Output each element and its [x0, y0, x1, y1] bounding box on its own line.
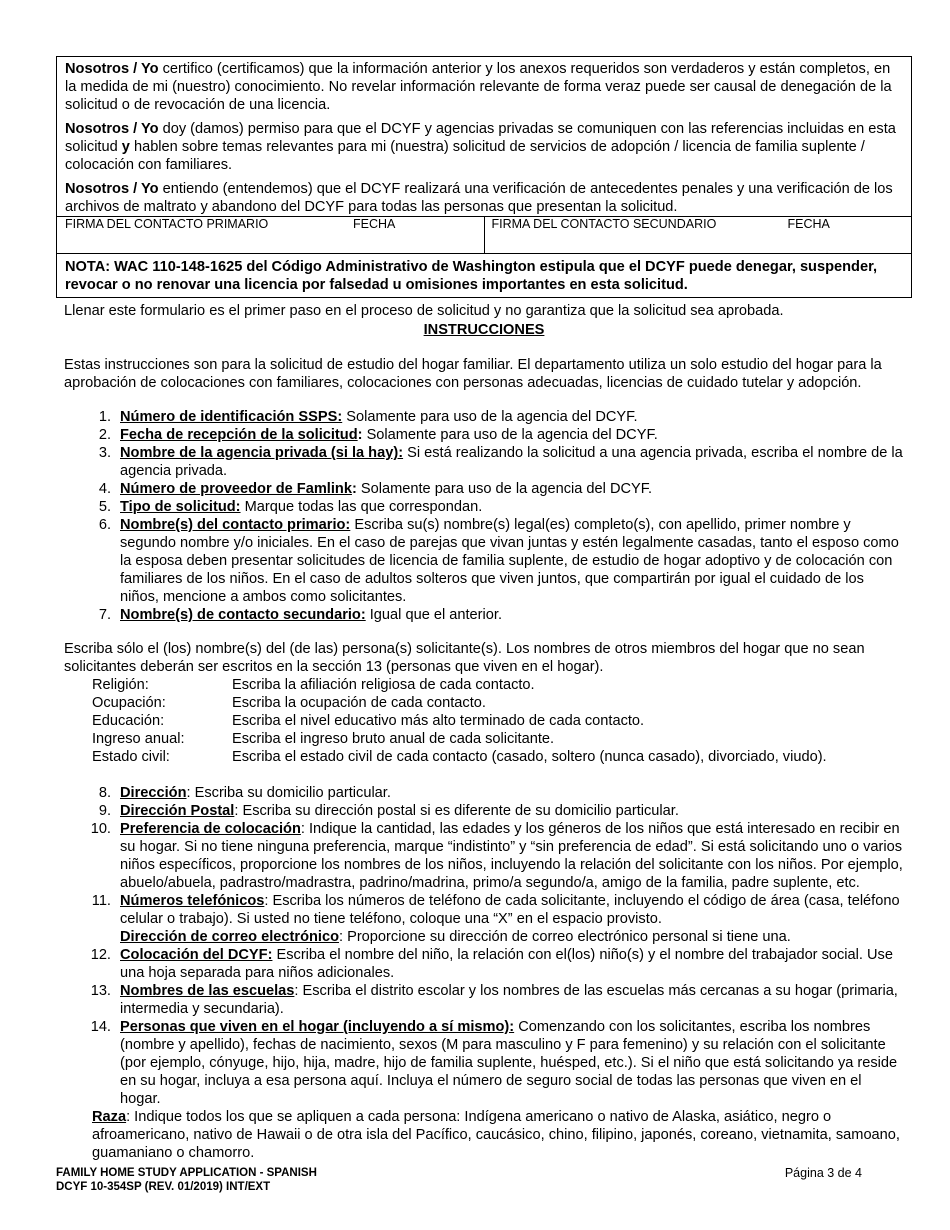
list-item: 8. Dirección: Escriba su domicilio particular.: [98, 785, 391, 801]
list-item: 9. Dirección Postal: Escriba su dirección postal si es diferente de su domicilio particular.: [98, 803, 679, 819]
page-number: Página 3 de 4: [784, 1166, 862, 1180]
cert-subject: Nosotros / Yo: [65, 61, 159, 77]
field-row: Ingreso anual: Escriba el ingreso bruto anual de cada solicitante.: [92, 731, 555, 747]
cert-paragraph-1: [57, 57, 911, 117]
list-item: 14. Personas que viven en el hogar (incluyendo a sí mismo): Comenzando con los solicitantes, escriba los nombres (nombre y apellido), fechas de nacimiento, sexos (M para masculino y F para femenino) y su relación con el solicitante (por ejemplo, cónyuge, hijo, hija, madre, hijo de familia suplente, huésped, etc.). Si el niño que está solicitando ya reside en su hogar, incluya a esa persona aquí. Incluya el número de seguro social de todas las personas que viven en el hogar.: [90, 1019, 898, 1107]
email-subitem: Dirección de correo electrónico: Proporcione su dirección de correo electrónico personal si tiene una.: [120, 929, 791, 945]
list-item: 12. Colocación del DCYF: Escriba el nombre del niño, la relación con el(los) niño(s) y el nombre del trabajador social. Use una hoja separada para niños adicionales.: [90, 947, 893, 981]
form-number: DCYF 10-354SP (REV. 01/2019) INT/EXT: [56, 1181, 271, 1193]
field-row: Religión: Escriba la afiliación religiosa de cada contacto.: [92, 677, 535, 693]
cert-paragraph-2: [57, 117, 911, 177]
instructions-list-2: [56, 784, 912, 1108]
secondary-signature-label: FIRMA DEL CONTACTO SECUNDARIO: [491, 217, 717, 231]
race-paragraph: Raza: Indique todos los que se apliquen a cada persona: Indígena americano o nativo de Alaska, asiático, negro o afroamericano, nativo de Hawaii o de otra isla del Pacífico, caucásico, chino, filipino, japonés, coreano, vietnamita, samoano, guamaniano o chamorro.: [92, 1109, 900, 1161]
primary-signature-label: FIRMA DEL CONTACTO PRIMARIO: [65, 217, 269, 231]
list-item: 7. Nombre(s) de contacto secundario: Igual que el anterior.: [98, 607, 503, 623]
instructions-intro: Estas instrucciones son para la solicitud de estudio del hogar familiar. El departamento utiliza un solo estudio del hogar para la aprobación de colocaciones con familiares, colocaciones con personas adecuadas, licencias de cuidado tutelar y adopción.: [64, 357, 882, 391]
field-definitions: [92, 676, 912, 766]
list-item: 3. Nombre de la agencia privada (si la hay): Si está realizando la solicitud a una agencia privada, escriba el nombre de la agencia privada.: [98, 445, 903, 479]
form-title: FAMILY HOME STUDY APPLICATION - SPANISH: [56, 1167, 317, 1179]
list-item: 13. Nombres de las escuelas: Escriba el distrito escolar y los nombres de las escuelas más cercanas a su hogar (primaria, intermedia y secundaria).: [90, 983, 898, 1017]
secondary-signature-field[interactable]: [484, 217, 912, 253]
list-item: 1. Número de identificación SSPS: Solamente para uso de la agencia del DCYF.: [98, 409, 638, 425]
cert-text: certifico (certificamos) que la información anterior y los anexos requeridos son verdaderos y están completos, en la medida de mi (nuestro) conocimiento. No revelar información relevante de forma veraz puede ser causal de denegación de la solicitud o de revocación de una licencia.: [65, 61, 892, 113]
page-footer: [56, 1166, 862, 1194]
certification-box: [56, 56, 912, 298]
cert-text: doy (damos) permiso para que el DCYF y agencias privadas se comuniquen con las referencias incluidas en esta solicitud: [65, 121, 896, 155]
document-page: [56, 56, 912, 1162]
primary-date-label: FECHA: [353, 217, 396, 231]
cert-paragraph-3: [57, 177, 911, 216]
field-row: Estado civil: Escriba el estado civil de cada contacto (casado, soltero (nunca casado), divorciado, viudo).: [92, 749, 827, 765]
secondary-date-label: FECHA: [787, 217, 830, 231]
instructions-title: INSTRUCCIONES: [423, 322, 545, 338]
list-item: 2. Fecha de recepción de la solicitud: Solamente para uso de la agencia del DCYF.: [98, 427, 658, 443]
nota-warning: NOTA: WAC 110-148-1625 del Código Administrativo de Washington estipula que el DCYF puede denegar, suspender, revocar o no renovar una licencia por falsedad u omisiones importantes en esta solicitud.: [57, 253, 911, 297]
list-item: 5. Tipo de solicitud: Marque todas las que correspondan.: [98, 499, 483, 515]
applicants-paragraph: Escriba sólo el (los) nombre(s) del (de las) persona(s) solicitante(s). Los nombres de otros miembros del hogar que no sean solicitantes deberán ser escritos en la sección 13 (personas que viven en el hogar).: [64, 641, 865, 675]
disclaimer-line: Llenar este formulario es el primer paso en el proceso de solicitud y no garantiza que la solicitud sea aprobada.: [64, 303, 784, 319]
field-row: Ocupación: Escriba la ocupación de cada contacto.: [92, 695, 486, 711]
field-row: Educación: Escriba el nivel educativo más alto terminado de cada contacto.: [92, 713, 645, 729]
cert-text: entiendo (entendemos) que el DCYF realizará una verificación de antecedentes penales y una verificación de los archivos de maltrato y abandono del DCYF para todas las personas que presentan la solicitud.: [65, 181, 893, 215]
cert-subject: Nosotros / Yo: [65, 181, 159, 197]
list-item: 6. Nombre(s) del contacto primario: Escriba su(s) nombre(s) legal(es) completo(s), con apellido, primer nombre y segundo nombre y/o iniciales. En el caso de parejas que vivan juntas y estén legalmente casadas, tanto el esposo como la esposa deben presentar solicitudes de licencia de familia suplente, de estudio de hogar adoptivo y de colocación con familiares de los niños. En el caso de adultos solteros que viven juntos, que compartirán por igual el cuidado de los niños, mencione a ambos como solicitantes.: [98, 517, 899, 605]
list-item: 4. Número de proveedor de Famlink: Solamente para uso de la agencia del DCYF.: [98, 481, 653, 497]
primary-signature-field[interactable]: [57, 217, 484, 253]
signature-row: [57, 216, 911, 253]
list-item: 11. Números telefónicos: Escriba los números de teléfono de cada solicitante, incluyendo el código de área (casa, teléfono celular o trabajo). Si usted no tiene teléfono, coloque una “X” en el espacio provisto.: [91, 893, 900, 927]
cert-conjunction: y: [121, 139, 130, 155]
list-item: 10. Preferencia de colocación: Indique la cantidad, las edades y los géneros de los niños que está interesado en recibir en su hogar. Si no tiene ninguna preferencia, marque “indistinto” y “sin preferencia de edad”. Si está solicitando uno o varios niños específicos, proporcione los nombres de los niños, incluyendo la relación del solicitante con los niños. Por ejemplo, abuelo/abuela, padrastro/madrastra, padrino/madrina, primo/a segundo/a, amigo de la familia, padre suplente, etc.: [90, 821, 903, 891]
cert-text: hablen sobre temas relevantes para mi (nuestra) solicitud de servicios de adopción / licencia de familia suplente / colocación con familiares.: [65, 139, 865, 173]
cert-subject: Nosotros / Yo: [65, 121, 159, 137]
instructions-list-1: [56, 408, 912, 624]
